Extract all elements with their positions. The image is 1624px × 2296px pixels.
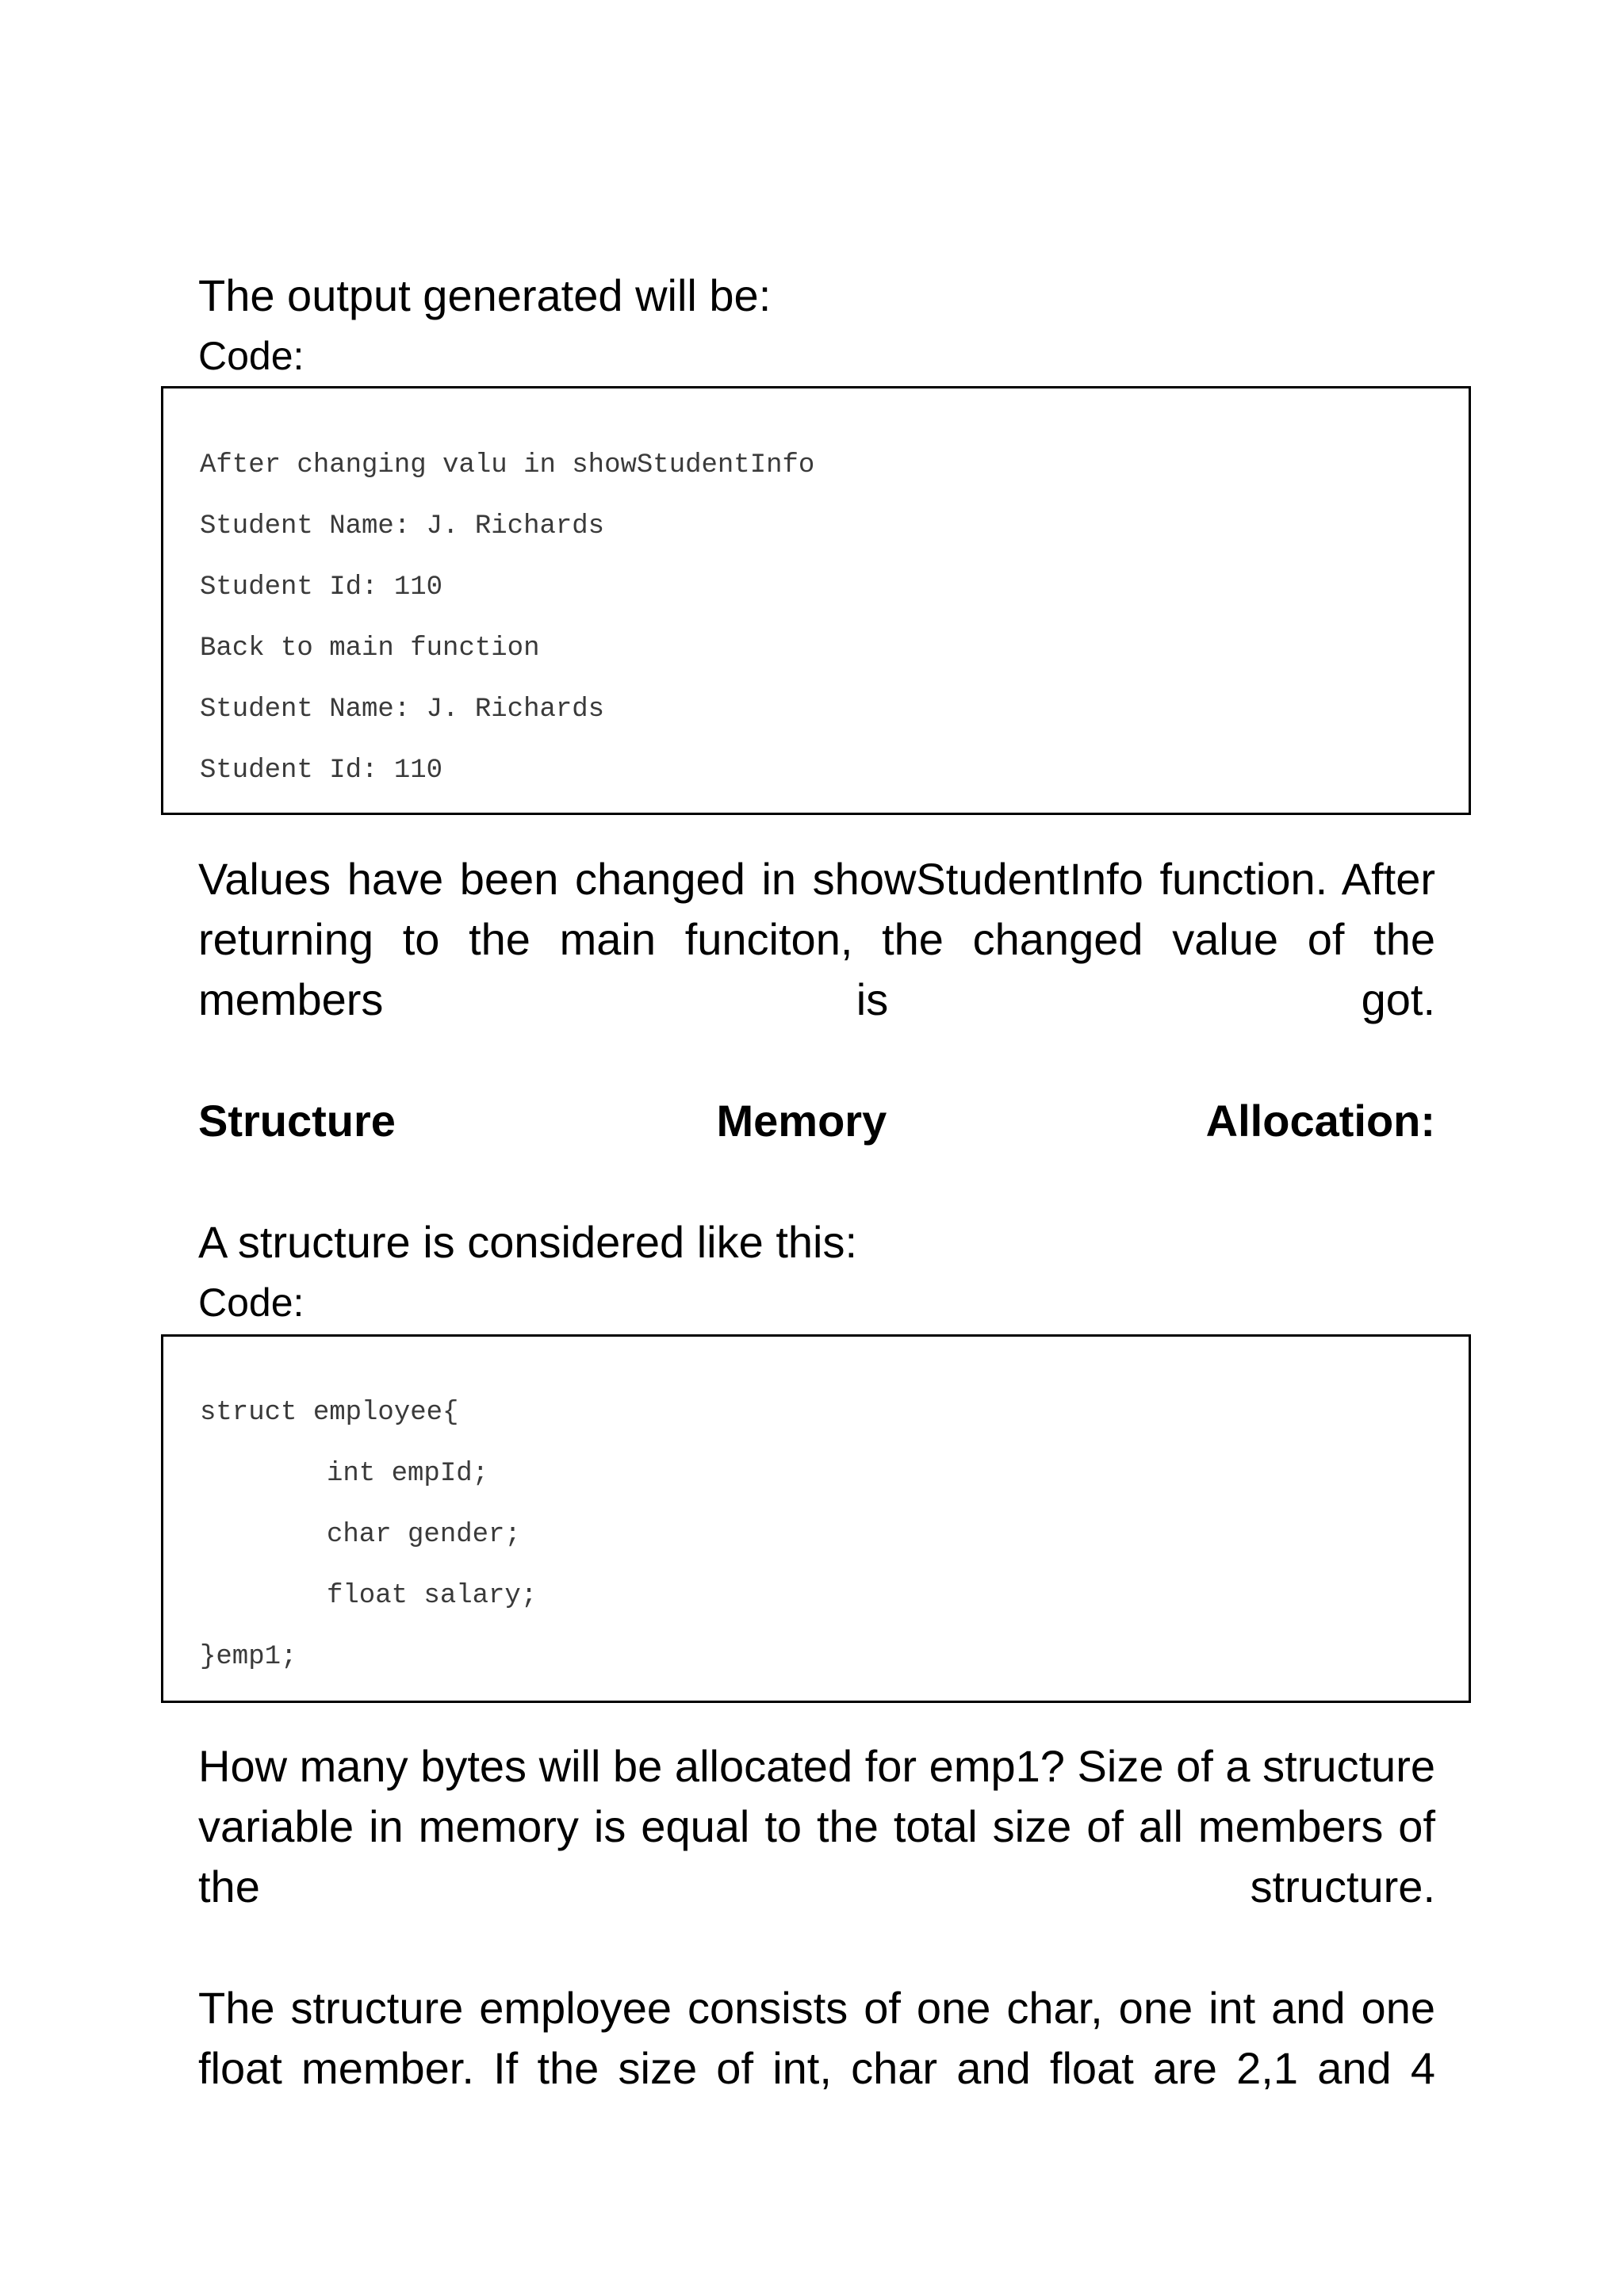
code-line: struct employee{ bbox=[200, 1398, 459, 1428]
code-line: Student Name: J. Richards bbox=[200, 511, 605, 541]
code-line: float salary; bbox=[327, 1581, 538, 1611]
structure-intro-text: A structure is considered like this: bbox=[198, 1217, 858, 1267]
output-code-block bbox=[161, 386, 1471, 815]
code-line: }emp1; bbox=[200, 1642, 297, 1672]
explanation-paragraph: Values have been changed in showStudentInfo function. After returning to the main funciton, the changed value of the members is got. bbox=[198, 854, 1435, 1024]
struct-code-block bbox=[161, 1334, 1471, 1703]
code-line: After changing valu in showStudentInfo bbox=[200, 450, 815, 480]
size-explanation-paragraph: How many bytes will be allocated for emp1? Size of a structure variable in memory is equal to the total size of all members of the structure. bbox=[198, 1741, 1435, 1911]
code-line: char gender; bbox=[327, 1520, 521, 1550]
output-intro-text: The output generated will be: bbox=[198, 270, 772, 320]
structure-members-paragraph: The structure employee consists of one char, one int and one float member. If the size of int, char and float are 2,1 and 4 bbox=[198, 1983, 1435, 2093]
code-label: Code: bbox=[198, 334, 304, 378]
code-line: Student Id: 110 bbox=[200, 572, 443, 603]
code-line: int empId; bbox=[327, 1459, 489, 1489]
code-label: Code: bbox=[198, 1280, 304, 1325]
section-heading: Structure Memory Allocation: bbox=[198, 1096, 1435, 1146]
code-line: Student Name: J. Richards bbox=[200, 695, 605, 725]
code-line: Student Id: 110 bbox=[200, 756, 443, 786]
code-line: Back to main function bbox=[200, 633, 540, 664]
